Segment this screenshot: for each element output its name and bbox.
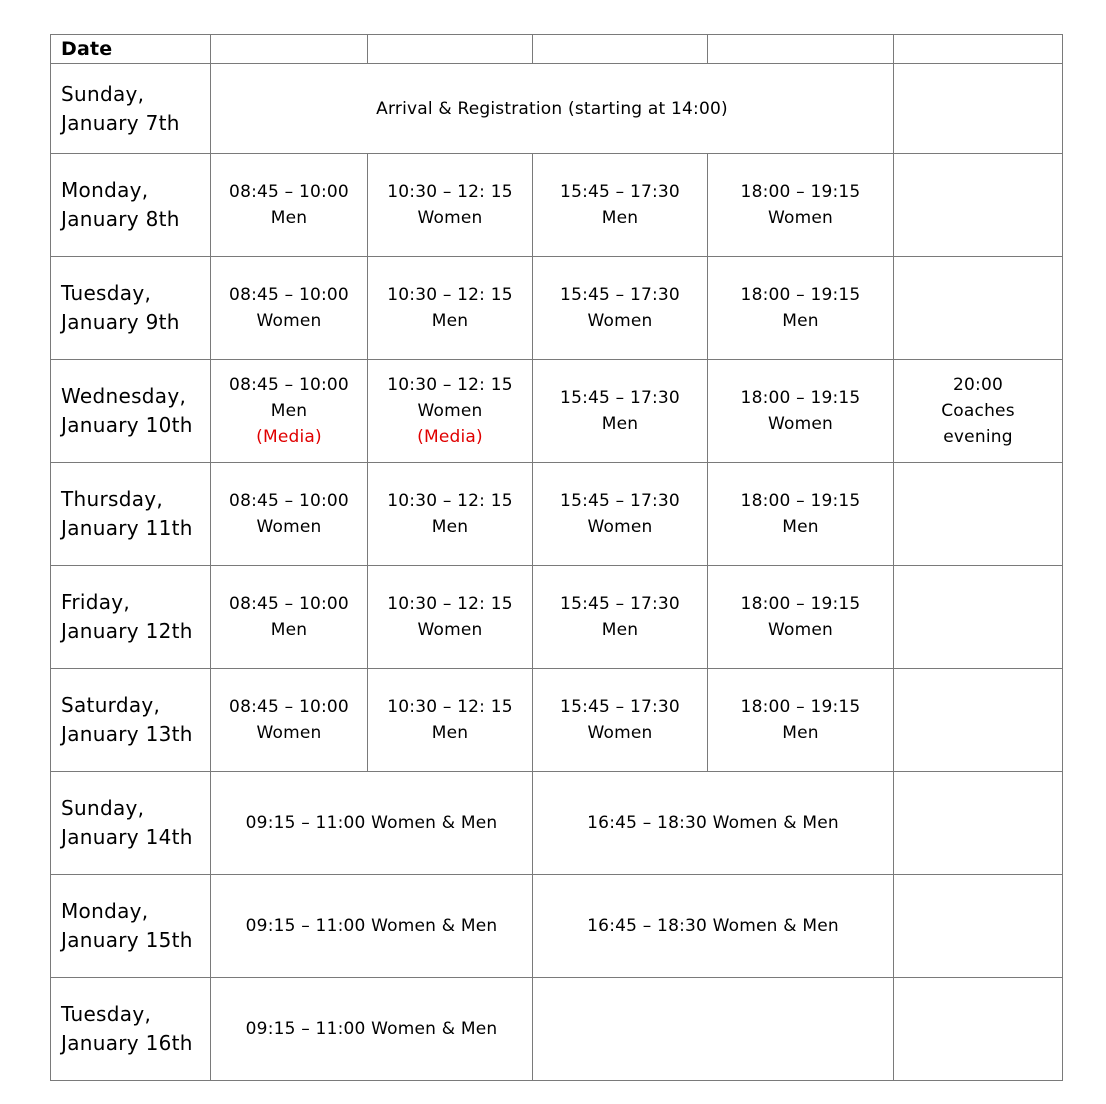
table-row (51, 64, 1063, 154)
date-cell (51, 360, 211, 463)
session-time: 08:45 – 10:00 (229, 375, 349, 395)
session-group: Men (270, 208, 308, 228)
date-cell (51, 64, 211, 154)
session-cell (368, 360, 533, 463)
extra-cell (894, 566, 1063, 669)
table-row (51, 257, 1063, 360)
session-group: Men (431, 517, 469, 537)
session-cell (211, 669, 368, 772)
session-cell (211, 257, 368, 360)
day-label: Monday, (61, 899, 149, 923)
session-cell (533, 669, 708, 772)
date-label: January 8th (61, 207, 180, 231)
date-label: January 10th (61, 413, 193, 437)
extra-line1: Coaches (941, 401, 1015, 421)
session-time: 18:00 – 19:15 (740, 491, 861, 511)
session-group: Women (767, 414, 833, 434)
session-cell (211, 463, 368, 566)
session-time: 18:00 – 19:15 (740, 285, 861, 305)
day-label: Tuesday, (61, 1002, 152, 1026)
session-cell (533, 154, 708, 257)
session-cell (368, 566, 533, 669)
morning-session-cell: 09:15 – 11:00 Women & Men (211, 978, 533, 1081)
extra-cell (894, 669, 1063, 772)
session-cell (533, 360, 708, 463)
extra-cell (894, 154, 1063, 257)
session-cell (708, 360, 894, 463)
session-group: Men (782, 723, 819, 743)
session-group: Men (601, 208, 639, 228)
session-time: 10:30 – 12: 15 (387, 182, 513, 202)
morning-session-cell: 09:15 – 11:00 Women & Men (211, 875, 533, 978)
session-group: Women (417, 620, 483, 640)
date-label: January 16th (61, 1031, 193, 1055)
date-label: January 12th (61, 619, 193, 643)
coaches-evening-cell (894, 360, 1063, 463)
table-row (51, 154, 1063, 257)
session-group: Women (256, 311, 322, 331)
table-row (51, 669, 1063, 772)
session-cell (211, 154, 368, 257)
session-cell (708, 566, 894, 669)
day-label: Friday, (61, 590, 131, 614)
afternoon-session-cell: 16:45 – 18:30 Women & Men (533, 772, 894, 875)
session-time: 08:45 – 10:00 (229, 285, 349, 305)
header-row (51, 35, 1063, 64)
session-group: Women (767, 208, 833, 228)
session-group: Women (767, 620, 833, 640)
header-cell (211, 35, 368, 64)
date-label: January 13th (61, 722, 193, 746)
session-cell (533, 463, 708, 566)
session-cell (368, 257, 533, 360)
day-label: Sunday, (61, 796, 145, 820)
header-cell (708, 35, 894, 64)
extra-cell (894, 463, 1063, 566)
session-cell (708, 669, 894, 772)
session-cell (708, 154, 894, 257)
media-note: (Media) (417, 427, 483, 447)
session-cell (533, 566, 708, 669)
extra-line2: evening (943, 427, 1013, 447)
session-group: Men (782, 311, 819, 331)
session-time: 08:45 – 10:00 (229, 594, 349, 614)
day-label: Sunday, (61, 81, 145, 106)
arrival-cell: Arrival & Registration (starting at 14:00) (211, 64, 894, 154)
schedule-table (50, 34, 1063, 1081)
date-label: January 11th (61, 516, 193, 540)
session-time: 08:45 – 10:00 (229, 697, 349, 717)
session-group: Men (431, 723, 469, 743)
session-cell (708, 463, 894, 566)
session-group: Men (782, 517, 819, 537)
session-time: 10:30 – 12: 15 (387, 375, 513, 395)
session-cell (708, 257, 894, 360)
date-label: January 9th (61, 310, 180, 334)
empty-session-cell (533, 978, 894, 1081)
session-group: Men (270, 401, 308, 421)
date-header: Date (51, 35, 211, 64)
extra-cell (894, 875, 1063, 978)
session-group: Men (431, 311, 469, 331)
date-label: January 14th (61, 825, 193, 849)
day-label: Tuesday, (61, 281, 152, 305)
session-time: 18:00 – 19:15 (740, 388, 861, 408)
date-cell (51, 669, 211, 772)
table-row (51, 463, 1063, 566)
session-cell (368, 669, 533, 772)
session-group: Women (587, 311, 653, 331)
session-group: Women (417, 401, 483, 421)
session-group: Women (587, 517, 653, 537)
session-cell (211, 566, 368, 669)
session-time: 15:45 – 17:30 (560, 285, 680, 305)
session-time: 10:30 – 12: 15 (387, 594, 513, 614)
session-group: Women (256, 517, 322, 537)
extra-cell (894, 64, 1063, 154)
day-label: Thursday, (61, 487, 164, 511)
extra-cell (894, 257, 1063, 360)
session-cell (368, 154, 533, 257)
session-cell (533, 257, 708, 360)
date-cell (51, 566, 211, 669)
afternoon-session-cell: 16:45 – 18:30 Women & Men (533, 875, 894, 978)
session-time: 10:30 – 12: 15 (387, 491, 513, 511)
session-time: 15:45 – 17:30 (560, 388, 680, 408)
session-time: 08:45 – 10:00 (229, 182, 349, 202)
date-cell (51, 463, 211, 566)
session-time: 18:00 – 19:15 (740, 594, 861, 614)
media-note: (Media) (256, 427, 322, 447)
session-cell (211, 360, 368, 463)
header-cell (533, 35, 708, 64)
table-row (51, 978, 1063, 1081)
session-cell (368, 463, 533, 566)
day-label: Wednesday, (61, 384, 187, 408)
table-row (51, 772, 1063, 875)
session-time: 10:30 – 12: 15 (387, 285, 513, 305)
date-cell (51, 154, 211, 257)
date-cell (51, 772, 211, 875)
extra-time: 20:00 (953, 375, 1003, 395)
date-cell (51, 978, 211, 1081)
day-label: Saturday, (61, 693, 161, 717)
session-time: 10:30 – 12: 15 (387, 697, 513, 717)
session-time: 15:45 – 17:30 (560, 182, 680, 202)
session-time: 08:45 – 10:00 (229, 491, 349, 511)
header-cell (368, 35, 533, 64)
date-cell (51, 257, 211, 360)
date-cell (51, 875, 211, 978)
extra-cell (894, 772, 1063, 875)
table-row (51, 566, 1063, 669)
table-row (51, 875, 1063, 978)
session-group: Men (270, 620, 308, 640)
extra-cell (894, 978, 1063, 1081)
session-group: Women (587, 723, 653, 743)
date-label: January 15th (61, 928, 193, 952)
session-time: 18:00 – 19:15 (740, 182, 861, 202)
session-group: Men (601, 620, 639, 640)
session-time: 18:00 – 19:15 (740, 697, 861, 717)
session-group: Women (417, 208, 483, 228)
header-cell (894, 35, 1063, 64)
session-group: Men (601, 414, 639, 434)
date-label: January 7th (61, 110, 180, 135)
session-time: 15:45 – 17:30 (560, 491, 680, 511)
morning-session-cell: 09:15 – 11:00 Women & Men (211, 772, 533, 875)
session-time: 15:45 – 17:30 (560, 697, 680, 717)
day-label: Monday, (61, 178, 149, 202)
session-time: 15:45 – 17:30 (560, 594, 680, 614)
session-group: Women (256, 723, 322, 743)
table-row (51, 360, 1063, 463)
